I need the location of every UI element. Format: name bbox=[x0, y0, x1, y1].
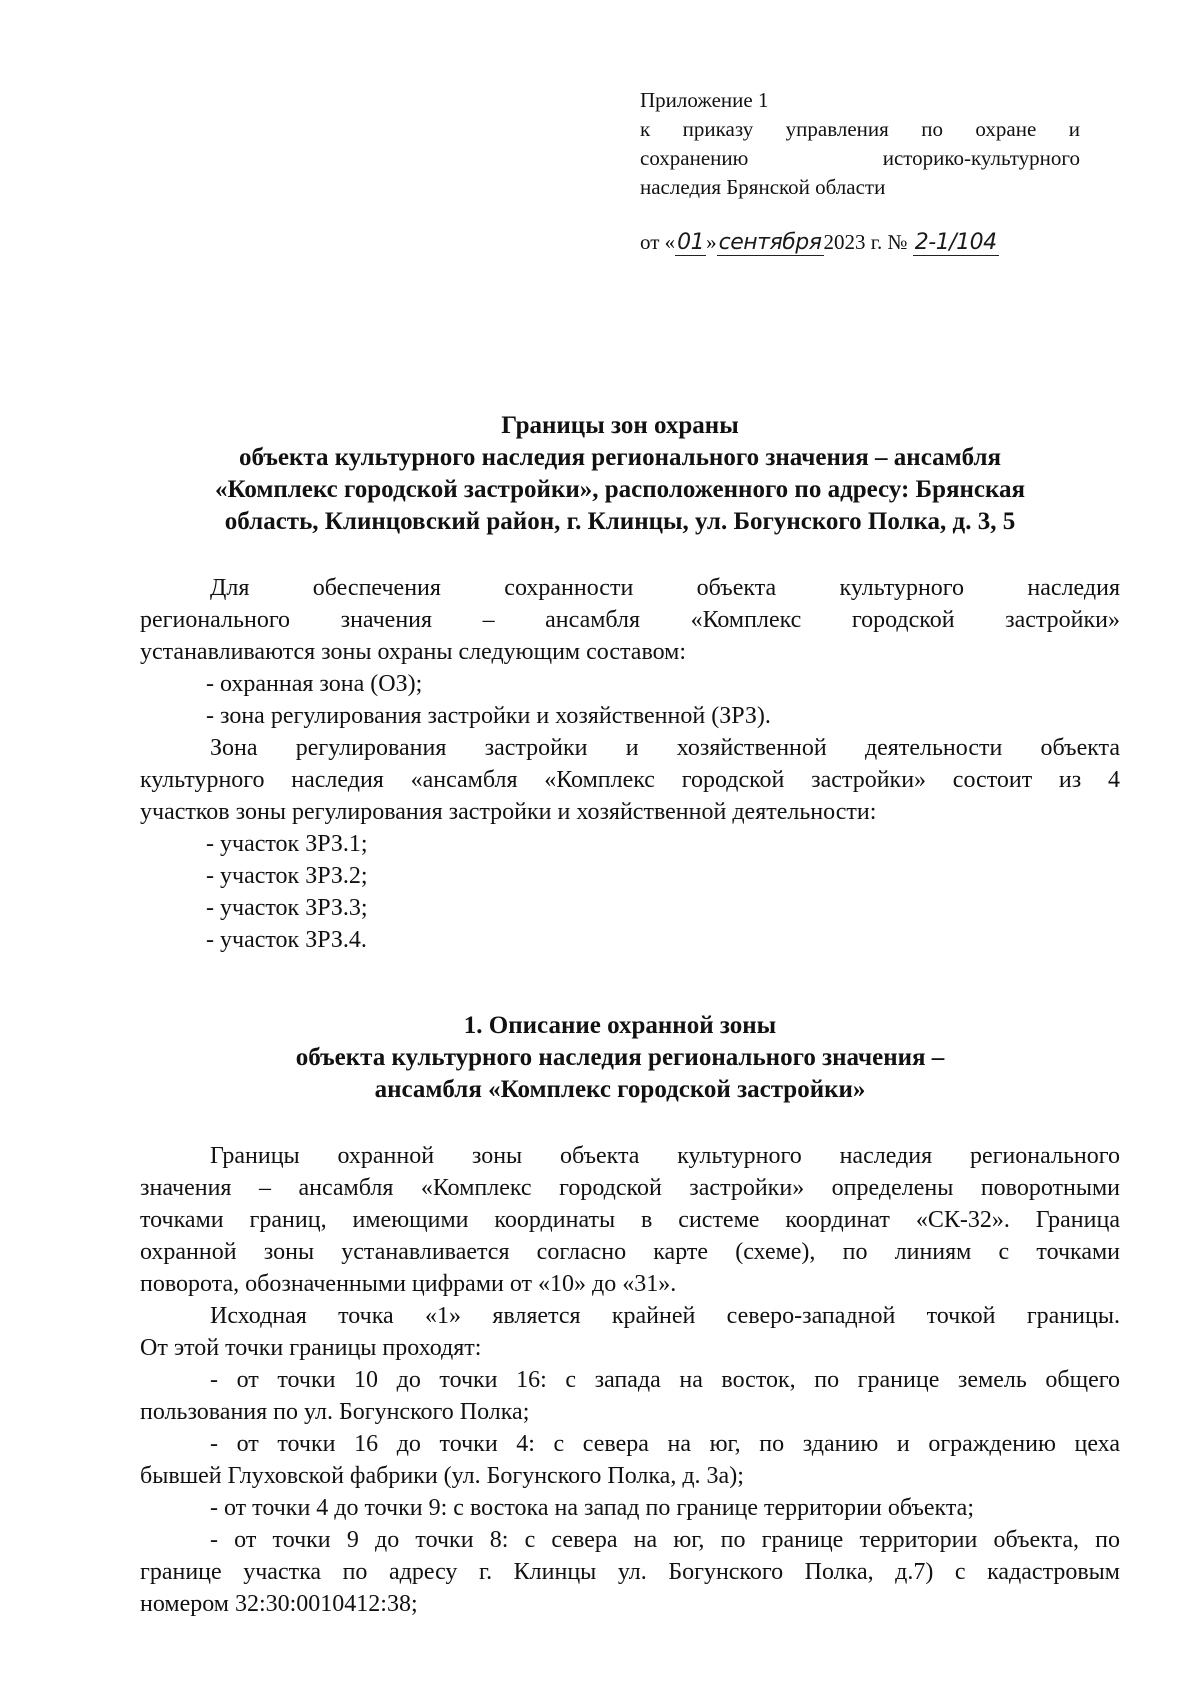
plot-list-item: - участок ЗРЗ.4. bbox=[206, 927, 367, 953]
segment-line: пользования по ул. Богунского Полка; bbox=[140, 1399, 530, 1425]
appendix-header bbox=[640, 86, 1080, 202]
section1-para2-line: От этой точки границы проходят: bbox=[140, 1335, 482, 1361]
appendix-line: сохранению историко-культурного bbox=[640, 146, 1080, 170]
intro-para2-line: участков зоны регулирования застройки и хозяйственной деятельности: bbox=[140, 799, 877, 825]
intro-para2-line: культурного наследия «ансамбля «Комплекс городской застройки» состоит из 4 bbox=[140, 767, 1120, 793]
order-prefix: от « bbox=[640, 230, 676, 254]
section-title-line: 1. Описание охранной зоны bbox=[463, 1012, 777, 1039]
segment-line: - от точки 10 до точки 16: с запада на восток, по границе земель общего bbox=[210, 1367, 1120, 1393]
order-reference bbox=[640, 228, 1100, 257]
segment-line: - от точки 9 до точки 8: с севера на юг, по границе территории объекта, по bbox=[210, 1527, 1120, 1553]
section1-para1-line: Границы охранной зоны объекта культурного наследия регионального bbox=[210, 1143, 1120, 1169]
order-day-handwritten: 01 bbox=[677, 230, 705, 255]
zone-list-item: - охранная зона (ОЗ); bbox=[206, 671, 423, 697]
appendix-line: к приказу управления по охране и bbox=[640, 117, 1080, 141]
segment-line: - от точки 16 до точки 4: с севера на юг, по зданию и ограждению цеха bbox=[210, 1431, 1120, 1457]
intro-para1-line: Для обеспечения сохранности объекта культурного наследия bbox=[210, 575, 1120, 601]
section-title-line: объекта культурного наследия регионального значения – bbox=[295, 1044, 945, 1071]
order-number-handwritten: 2-1/104 bbox=[914, 230, 997, 255]
section1-para1-line: точками границ, имеющими координаты в системе координат «СК-32». Граница bbox=[140, 1207, 1120, 1233]
order-month-handwritten: сентября bbox=[718, 230, 822, 255]
section1-para1-line: поворота, обозначенными цифрами от «10» до «31». bbox=[140, 1271, 677, 1297]
section-title-line: ансамбля «Комплекс городской застройки» bbox=[374, 1076, 866, 1103]
intro-para1-line: регионального значения – ансамбля «Комплекс городской застройки» bbox=[140, 607, 1120, 633]
order-mid: » bbox=[706, 230, 717, 254]
segment-line: границе участка по адресу г. Клинцы ул. Богунского Полка, д.7) с кадастровым bbox=[140, 1559, 1120, 1585]
plot-list-item: - участок ЗРЗ.2; bbox=[206, 863, 368, 889]
appendix-line: наследия Брянской области bbox=[640, 175, 886, 199]
order-year: 2023 г. № bbox=[823, 230, 908, 254]
title-line: «Комплекс городской застройки», расположенного по адресу: Брянская bbox=[214, 476, 1026, 503]
segment-line: номером 32:30:0010412:38; bbox=[140, 1591, 418, 1617]
title-line: область, Клинцовский район, г. Клинцы, ул. Богунского Полка, д. 3, 5 bbox=[224, 508, 1016, 535]
document-title bbox=[140, 410, 1100, 538]
plot-list-item: - участок ЗРЗ.3; bbox=[206, 895, 368, 921]
section1-title bbox=[140, 1010, 1100, 1106]
intro-para2-line: Зона регулирования застройки и хозяйственной деятельности объекта bbox=[210, 735, 1120, 761]
title-line: Границы зон охраны bbox=[501, 412, 739, 439]
section1-para1-line: охранной зоны устанавливается согласно карте (схеме), по линиям с точками bbox=[140, 1239, 1120, 1265]
section1-body bbox=[140, 1140, 1120, 1620]
segment-line: бывшей Глуховской фабрики (ул. Богунского Полка, д. 3а); bbox=[140, 1463, 744, 1489]
plot-list-item: - участок ЗРЗ.1; bbox=[206, 831, 368, 857]
appendix-line: Приложение 1 bbox=[640, 88, 769, 112]
title-line: объекта культурного наследия регионального значения – ансамбля bbox=[238, 444, 1002, 471]
intro-section bbox=[140, 572, 1120, 956]
intro-para1-line: устанавливаются зоны охраны следующим составом: bbox=[140, 639, 687, 665]
section1-para2-line: Исходная точка «1» является крайней северо-западной точкой границы. bbox=[210, 1303, 1120, 1329]
section1-para1-line: значения – ансамбля «Комплекс городской застройки» определены поворотными bbox=[140, 1175, 1120, 1201]
segment-line: - от точки 4 до точки 9: с востока на запад по границе территории объекта; bbox=[210, 1495, 974, 1521]
zone-list-item: - зона регулирования застройки и хозяйственной (ЗРЗ). bbox=[206, 703, 771, 729]
